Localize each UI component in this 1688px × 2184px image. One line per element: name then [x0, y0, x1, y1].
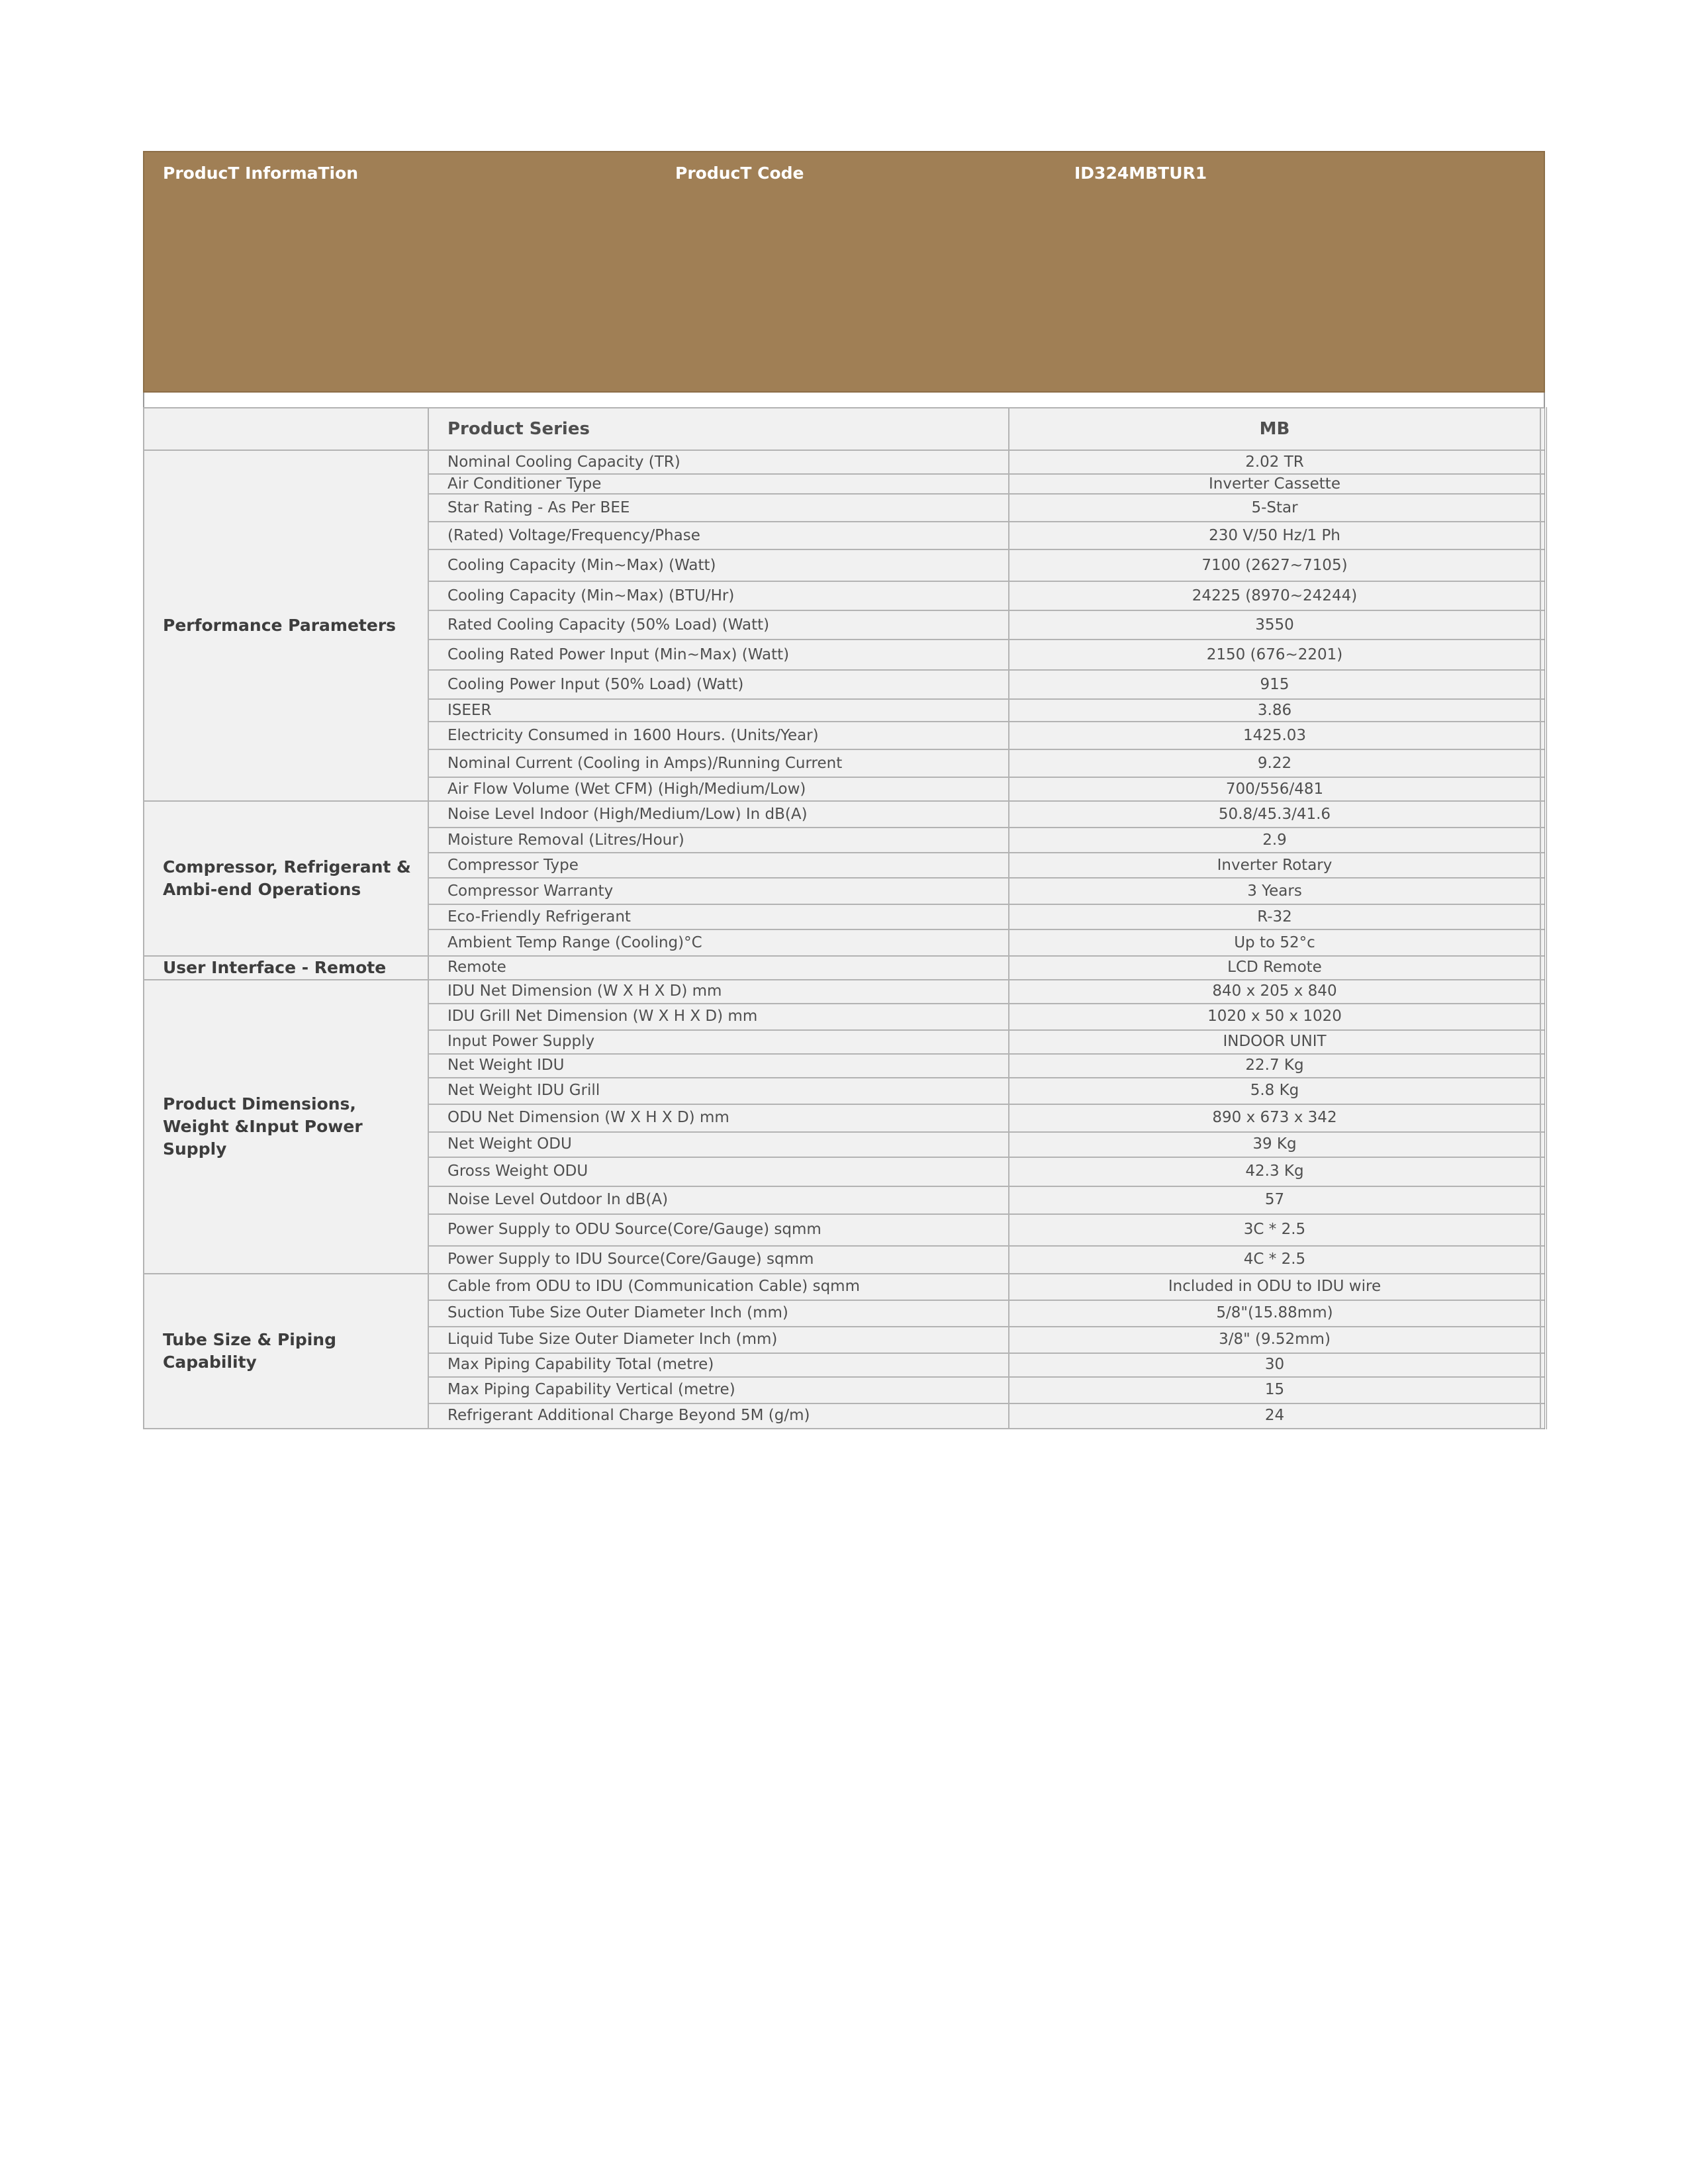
- table-row: [144, 956, 1546, 980]
- parameter-value: 840 x 205 x 840: [1009, 980, 1540, 1004]
- parameter-value: Included in ODU to IDU wire: [1009, 1274, 1540, 1300]
- table-edge: [1540, 1004, 1546, 1030]
- parameter-value: R-32: [1009, 904, 1540, 929]
- table-header-row: [144, 408, 1546, 450]
- table-edge: [1540, 1274, 1546, 1300]
- table-edge: [1540, 474, 1546, 494]
- table-edge: [1540, 878, 1546, 904]
- parameter-value: 42.3 Kg: [1009, 1157, 1540, 1186]
- parameter-value: 39 Kg: [1009, 1132, 1540, 1157]
- table-edge: [1540, 1377, 1546, 1403]
- parameter-value: 50.8/45.3/41.6: [1009, 801, 1540, 828]
- parameter-name: Nominal Cooling Capacity (TR): [428, 450, 1009, 474]
- table-row: [144, 450, 1546, 474]
- parameter-name: Compressor Warranty: [428, 878, 1009, 904]
- parameter-name: Moisture Removal (Litres/Hour): [428, 828, 1009, 853]
- parameter-value: 5.8 Kg: [1009, 1078, 1540, 1104]
- parameter-name: Noise Level Indoor (High/Medium/Low) In dB(A): [428, 801, 1009, 828]
- parameter-value: 5/8"(15.88mm): [1009, 1300, 1540, 1327]
- header-param-cell: Product Series: [428, 408, 1009, 450]
- table-edge: [1540, 1214, 1546, 1246]
- table-edge: [1540, 801, 1546, 828]
- parameter-name: Net Weight ODU: [428, 1132, 1009, 1157]
- table-edge: [1540, 1327, 1546, 1353]
- parameter-value: 1425.03: [1009, 722, 1540, 749]
- header-blank-cell: [144, 408, 428, 450]
- table-edge: [1540, 1132, 1546, 1157]
- parameter-value: Up to 52°c: [1009, 929, 1540, 956]
- table-edge: [1540, 1054, 1546, 1078]
- parameter-name: Suction Tube Size Outer Diameter Inch (mm): [428, 1300, 1009, 1327]
- table-edge: [1540, 1104, 1546, 1132]
- table-edge: [1540, 777, 1546, 801]
- table-edge: [1540, 640, 1546, 670]
- table-edge: [1540, 408, 1546, 450]
- parameter-name: Compressor Type: [428, 853, 1009, 878]
- parameter-value: 3/8" (9.52mm): [1009, 1327, 1540, 1353]
- parameter-name: Cooling Power Input (50% Load) (Watt): [428, 670, 1009, 699]
- parameter-name: Gross Weight ODU: [428, 1157, 1009, 1186]
- table-edge: [1540, 722, 1546, 749]
- table-row: [144, 1274, 1546, 1300]
- parameter-name: Power Supply to IDU Source(Core/Gauge) sqmm: [428, 1246, 1009, 1274]
- product-information-label: ProducT InformaTion: [163, 164, 359, 183]
- parameter-name: Eco-Friendly Refrigerant: [428, 904, 1009, 929]
- table-edge: [1540, 956, 1546, 980]
- parameter-value: 57: [1009, 1186, 1540, 1214]
- parameter-name: Refrigerant Additional Charge Beyond 5M (g/m): [428, 1403, 1009, 1429]
- parameter-name: Net Weight IDU Grill: [428, 1078, 1009, 1104]
- parameter-value: 230 V/50 Hz/1 Ph: [1009, 522, 1540, 549]
- parameter-value: 30: [1009, 1353, 1540, 1377]
- section-name: Compressor, Refrigerant & Ambi-end Operations: [144, 801, 428, 956]
- parameter-value: 22.7 Kg: [1009, 1054, 1540, 1078]
- parameter-name: Nominal Current (Cooling in Amps)/Running Current: [428, 749, 1009, 777]
- parameter-value: 915: [1009, 670, 1540, 699]
- parameter-name: Noise Level Outdoor In dB(A): [428, 1186, 1009, 1214]
- parameter-name: Star Rating - As Per BEE: [428, 494, 1009, 522]
- parameter-value: 3C * 2.5: [1009, 1214, 1540, 1246]
- table-row: [144, 801, 1546, 828]
- table-edge: [1540, 549, 1546, 581]
- parameter-name: Input Power Supply: [428, 1030, 1009, 1054]
- parameter-value: INDOOR UNIT: [1009, 1030, 1540, 1054]
- table-edge: [1540, 1186, 1546, 1214]
- table-edge: [1540, 1030, 1546, 1054]
- parameter-value: 3.86: [1009, 699, 1540, 722]
- parameter-name: Power Supply to ODU Source(Core/Gauge) sqmm: [428, 1214, 1009, 1246]
- parameter-name: Max Piping Capability Total (metre): [428, 1353, 1009, 1377]
- parameter-value: 24225 (8970~24244): [1009, 581, 1540, 610]
- parameter-name: Max Piping Capability Vertical (metre): [428, 1377, 1009, 1403]
- parameter-value: 890 x 673 x 342: [1009, 1104, 1540, 1132]
- parameter-name: Air Flow Volume (Wet CFM) (High/Medium/Low): [428, 777, 1009, 801]
- parameter-value: Inverter Cassette: [1009, 474, 1540, 494]
- parameter-name: Liquid Tube Size Outer Diameter Inch (mm): [428, 1327, 1009, 1353]
- parameter-name: Remote: [428, 956, 1009, 980]
- spec-sheet: [143, 151, 1545, 1429]
- table-edge: [1540, 494, 1546, 522]
- parameter-name: Cooling Capacity (Min~Max) (Watt): [428, 549, 1009, 581]
- table-edge: [1540, 929, 1546, 956]
- table-edge: [1540, 450, 1546, 474]
- table-edge: [1540, 1353, 1546, 1377]
- table-edge: [1540, 749, 1546, 777]
- table-edge: [1540, 1078, 1546, 1104]
- parameter-value: 2.02 TR: [1009, 450, 1540, 474]
- parameter-value: 24: [1009, 1403, 1540, 1429]
- parameter-name: Electricity Consumed in 1600 Hours. (Units/Year): [428, 722, 1009, 749]
- parameter-value: 7100 (2627~7105): [1009, 549, 1540, 581]
- parameter-value: 700/556/481: [1009, 777, 1540, 801]
- product-code-label: ProducT Code: [675, 164, 804, 183]
- header-series-value: MB: [1009, 408, 1540, 450]
- table-edge: [1540, 828, 1546, 853]
- parameter-name: IDU Net Dimension (W X H X D) mm: [428, 980, 1009, 1004]
- parameter-value: 9.22: [1009, 749, 1540, 777]
- table-edge: [1540, 522, 1546, 549]
- parameter-value: 1020 x 50 x 1020: [1009, 1004, 1540, 1030]
- section-name: Performance Parameters: [144, 450, 428, 801]
- parameter-name: Rated Cooling Capacity (50% Load) (Watt): [428, 610, 1009, 640]
- parameter-name: Net Weight IDU: [428, 1054, 1009, 1078]
- parameter-value: 2.9: [1009, 828, 1540, 853]
- table-edge: [1540, 853, 1546, 878]
- parameter-name: IDU Grill Net Dimension (W X H X D) mm: [428, 1004, 1009, 1030]
- product-code-value: ID324MBTUR1: [1074, 164, 1207, 183]
- parameter-value: 2150 (676~2201): [1009, 640, 1540, 670]
- product-banner: [143, 151, 1545, 393]
- section-name: User Interface - Remote: [144, 956, 428, 980]
- banner-gap: [143, 393, 1545, 407]
- table-edge: [1540, 610, 1546, 640]
- section-name: Tube Size & Piping Capability: [144, 1274, 428, 1429]
- table-edge: [1540, 1246, 1546, 1274]
- parameter-name: ISEER: [428, 699, 1009, 722]
- table-edge: [1540, 1157, 1546, 1186]
- parameter-name: Cooling Rated Power Input (Min~Max) (Watt): [428, 640, 1009, 670]
- section-name: Product Dimensions, Weight &Input Power Supply: [144, 980, 428, 1274]
- parameter-name: Ambient Temp Range (Cooling)°C: [428, 929, 1009, 956]
- parameter-value: Inverter Rotary: [1009, 853, 1540, 878]
- parameter-name: ODU Net Dimension (W X H X D) mm: [428, 1104, 1009, 1132]
- parameter-value: LCD Remote: [1009, 956, 1540, 980]
- parameter-value: 15: [1009, 1377, 1540, 1403]
- parameter-name: Cable from ODU to IDU (Communication Cable) sqmm: [428, 1274, 1009, 1300]
- table-row: [144, 980, 1546, 1004]
- parameter-name: Air Conditioner Type: [428, 474, 1009, 494]
- parameter-value: 5-Star: [1009, 494, 1540, 522]
- table-edge: [1540, 1300, 1546, 1327]
- table-edge: [1540, 904, 1546, 929]
- table-edge: [1540, 670, 1546, 699]
- table-edge: [1540, 699, 1546, 722]
- parameter-name: (Rated) Voltage/Frequency/Phase: [428, 522, 1009, 549]
- parameter-value: 3 Years: [1009, 878, 1540, 904]
- parameter-value: 3550: [1009, 610, 1540, 640]
- table-edge: [1540, 1403, 1546, 1429]
- table-edge: [1540, 581, 1546, 610]
- parameter-name: Cooling Capacity (Min~Max) (BTU/Hr): [428, 581, 1009, 610]
- parameter-value: 4C * 2.5: [1009, 1246, 1540, 1274]
- spec-table: [143, 407, 1547, 1429]
- table-edge: [1540, 980, 1546, 1004]
